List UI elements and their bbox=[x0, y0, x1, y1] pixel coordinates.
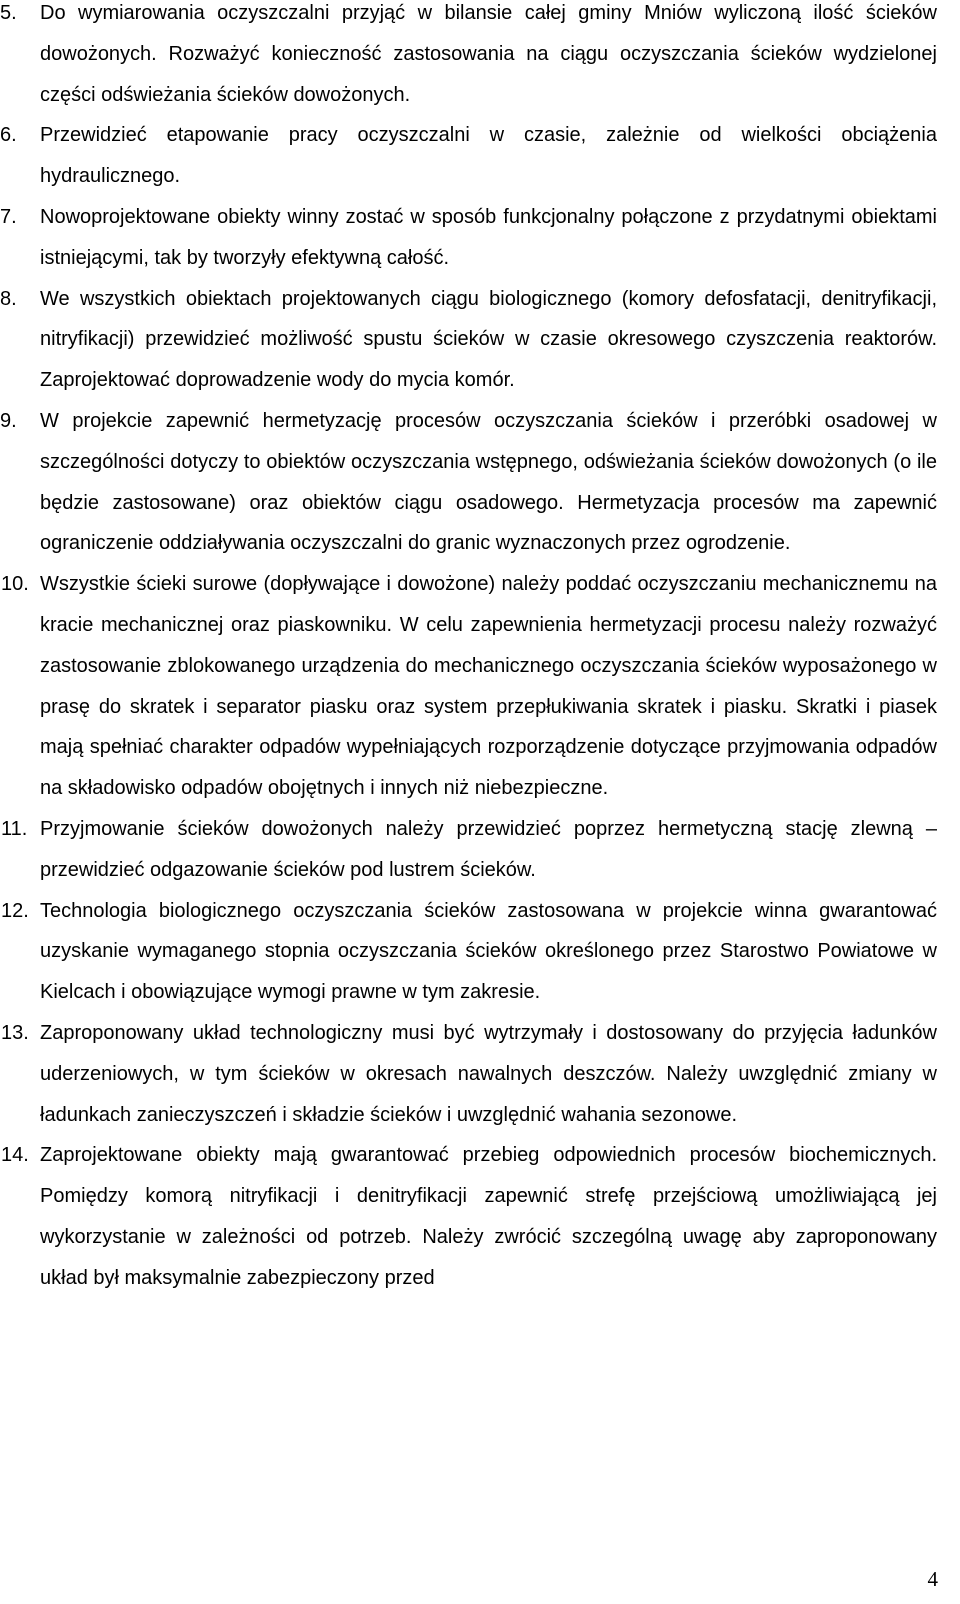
item-text: W projekcie zapewnić hermetyzację procesów oczyszczania ścieków i przeróbki osadowej w szczególności dotyczy to obiektów oczyszczania wstępnego, odświeżania ścieków dowożonych (o ile będzie zastosowane) oraz obiektów ciągu osadowego. Hermetyzacja procesów ma zapewnić ograniczenie oddziaływania oczyszczalni do granic wyznaczonych przez ogrodzenie. bbox=[40, 409, 937, 555]
item-number: 5. bbox=[0, 2, 17, 24]
item-text: Przyjmowanie ścieków dowożonych należy przewidzieć poprzez hermetyczną stację zlewną – przewidzieć odgazowanie ścieków pod lustrem ścieków. bbox=[40, 817, 937, 881]
list-item-14 bbox=[0, 1135, 960, 1298]
item-text: Nowoprojektowane obiekty winny zostać w sposób funkcjonalny połączone z przydatnymi obiektami istniejącymi, tak by tworzyły efektywną całość. bbox=[40, 205, 937, 269]
item-number: 11. bbox=[1, 817, 28, 840]
list-item-12 bbox=[0, 891, 960, 1013]
item-number: 8. bbox=[0, 287, 17, 310]
list-item-9 bbox=[0, 401, 960, 564]
item-text: Zaproponowany układ technologiczny musi być wytrzymały i dostosowany do przyjęcia ładunków uderzeniowych, w tym ścieków w okresach nawalnych deszczów. Należy uwzględnić zmiany w ładunkach zanieczyszczeń i składzie ścieków i uwzględnić wahania sezonowe. bbox=[40, 1021, 937, 1126]
item-number: 7. bbox=[0, 205, 17, 228]
list-item-6 bbox=[0, 115, 960, 197]
list-item-13 bbox=[0, 1013, 960, 1135]
list-item-11 bbox=[0, 809, 960, 891]
item-number: 14. bbox=[1, 1144, 29, 1167]
item-number: 12. bbox=[1, 899, 29, 922]
item-text: We wszystkich obiektach projektowanych ciągu biologicznego (komory defosfatacji, denitryfikacji, nitryfikacji) przewidzieć możliwość spustu ścieków w czasie okresowego czyszczenia reaktorów. Zaprojektować doprowadzenie wody do mycia komór. bbox=[40, 287, 937, 392]
list-item-10 bbox=[0, 564, 960, 809]
list-item-5 bbox=[0, 0, 960, 115]
list-item-7 bbox=[0, 197, 960, 279]
item-text: Wszystkie ścieki surowe (dopływające i dowożone) należy poddać oczyszczaniu mechanicznemu na kracie mechanicznej oraz piaskowniku. W celu zapewnienia hermetyzacji procesu należy rozważyć zastosowanie zblokowanego urządzenia do mechanicznego oczyszczania ścieków wyposażonego w prasę do skratek i separator piasku oraz system przepłukiwania skratek i piasku. Skratki i piasek mają spełniać charakter odpadów wypełniających rozporządzenie dotyczące przyjmowania odpadów na składowisko odpadów obojętnych i innych niż niebezpieczne. bbox=[40, 573, 937, 800]
item-number: 6. bbox=[0, 124, 17, 147]
list-item-8 bbox=[0, 279, 960, 401]
item-number: 9. bbox=[0, 409, 17, 432]
item-text: Przewidzieć etapowanie pracy oczyszczalni w czasie, zależnie od wielkości obciążenia hydraulicznego. bbox=[40, 124, 937, 188]
item-text: Zaprojektowane obiekty mają gwarantować przebieg odpowiednich procesów biochemicznych. Pomiędzy komorą nitryfikacji i denitryfikacji zapewnić strefę przejściową umożliwiającą jej wykorzystanie w zależności od potrzeb. Należy zwrócić szczególną uwagę aby zaproponowany układ był maksymalnie zabezpieczony przed bbox=[40, 1144, 937, 1289]
item-text: Do wymiarowania oczyszczalni przyjąć w bilansie całej gminy Mniów wyliczoną ilość ścieków dowożonych. Rozważyć konieczność zastosowania na ciągu oczyszczania ścieków wydzielonej części odświeżania ścieków dowożonych. bbox=[40, 2, 937, 106]
item-number: 10. bbox=[1, 573, 29, 596]
page-number: 4 bbox=[927, 1567, 938, 1591]
item-number: 13. bbox=[1, 1021, 29, 1044]
item-text: Technologia biologicznego oczyszczania ścieków zastosowana w projekcie winna gwarantować uzyskanie wymaganego stopnia oczyszczania ścieków określonego przez Starostwo Powiatowe w Kielcach i obowiązujące wymogi prawne w tym zakresie. bbox=[40, 899, 937, 1004]
